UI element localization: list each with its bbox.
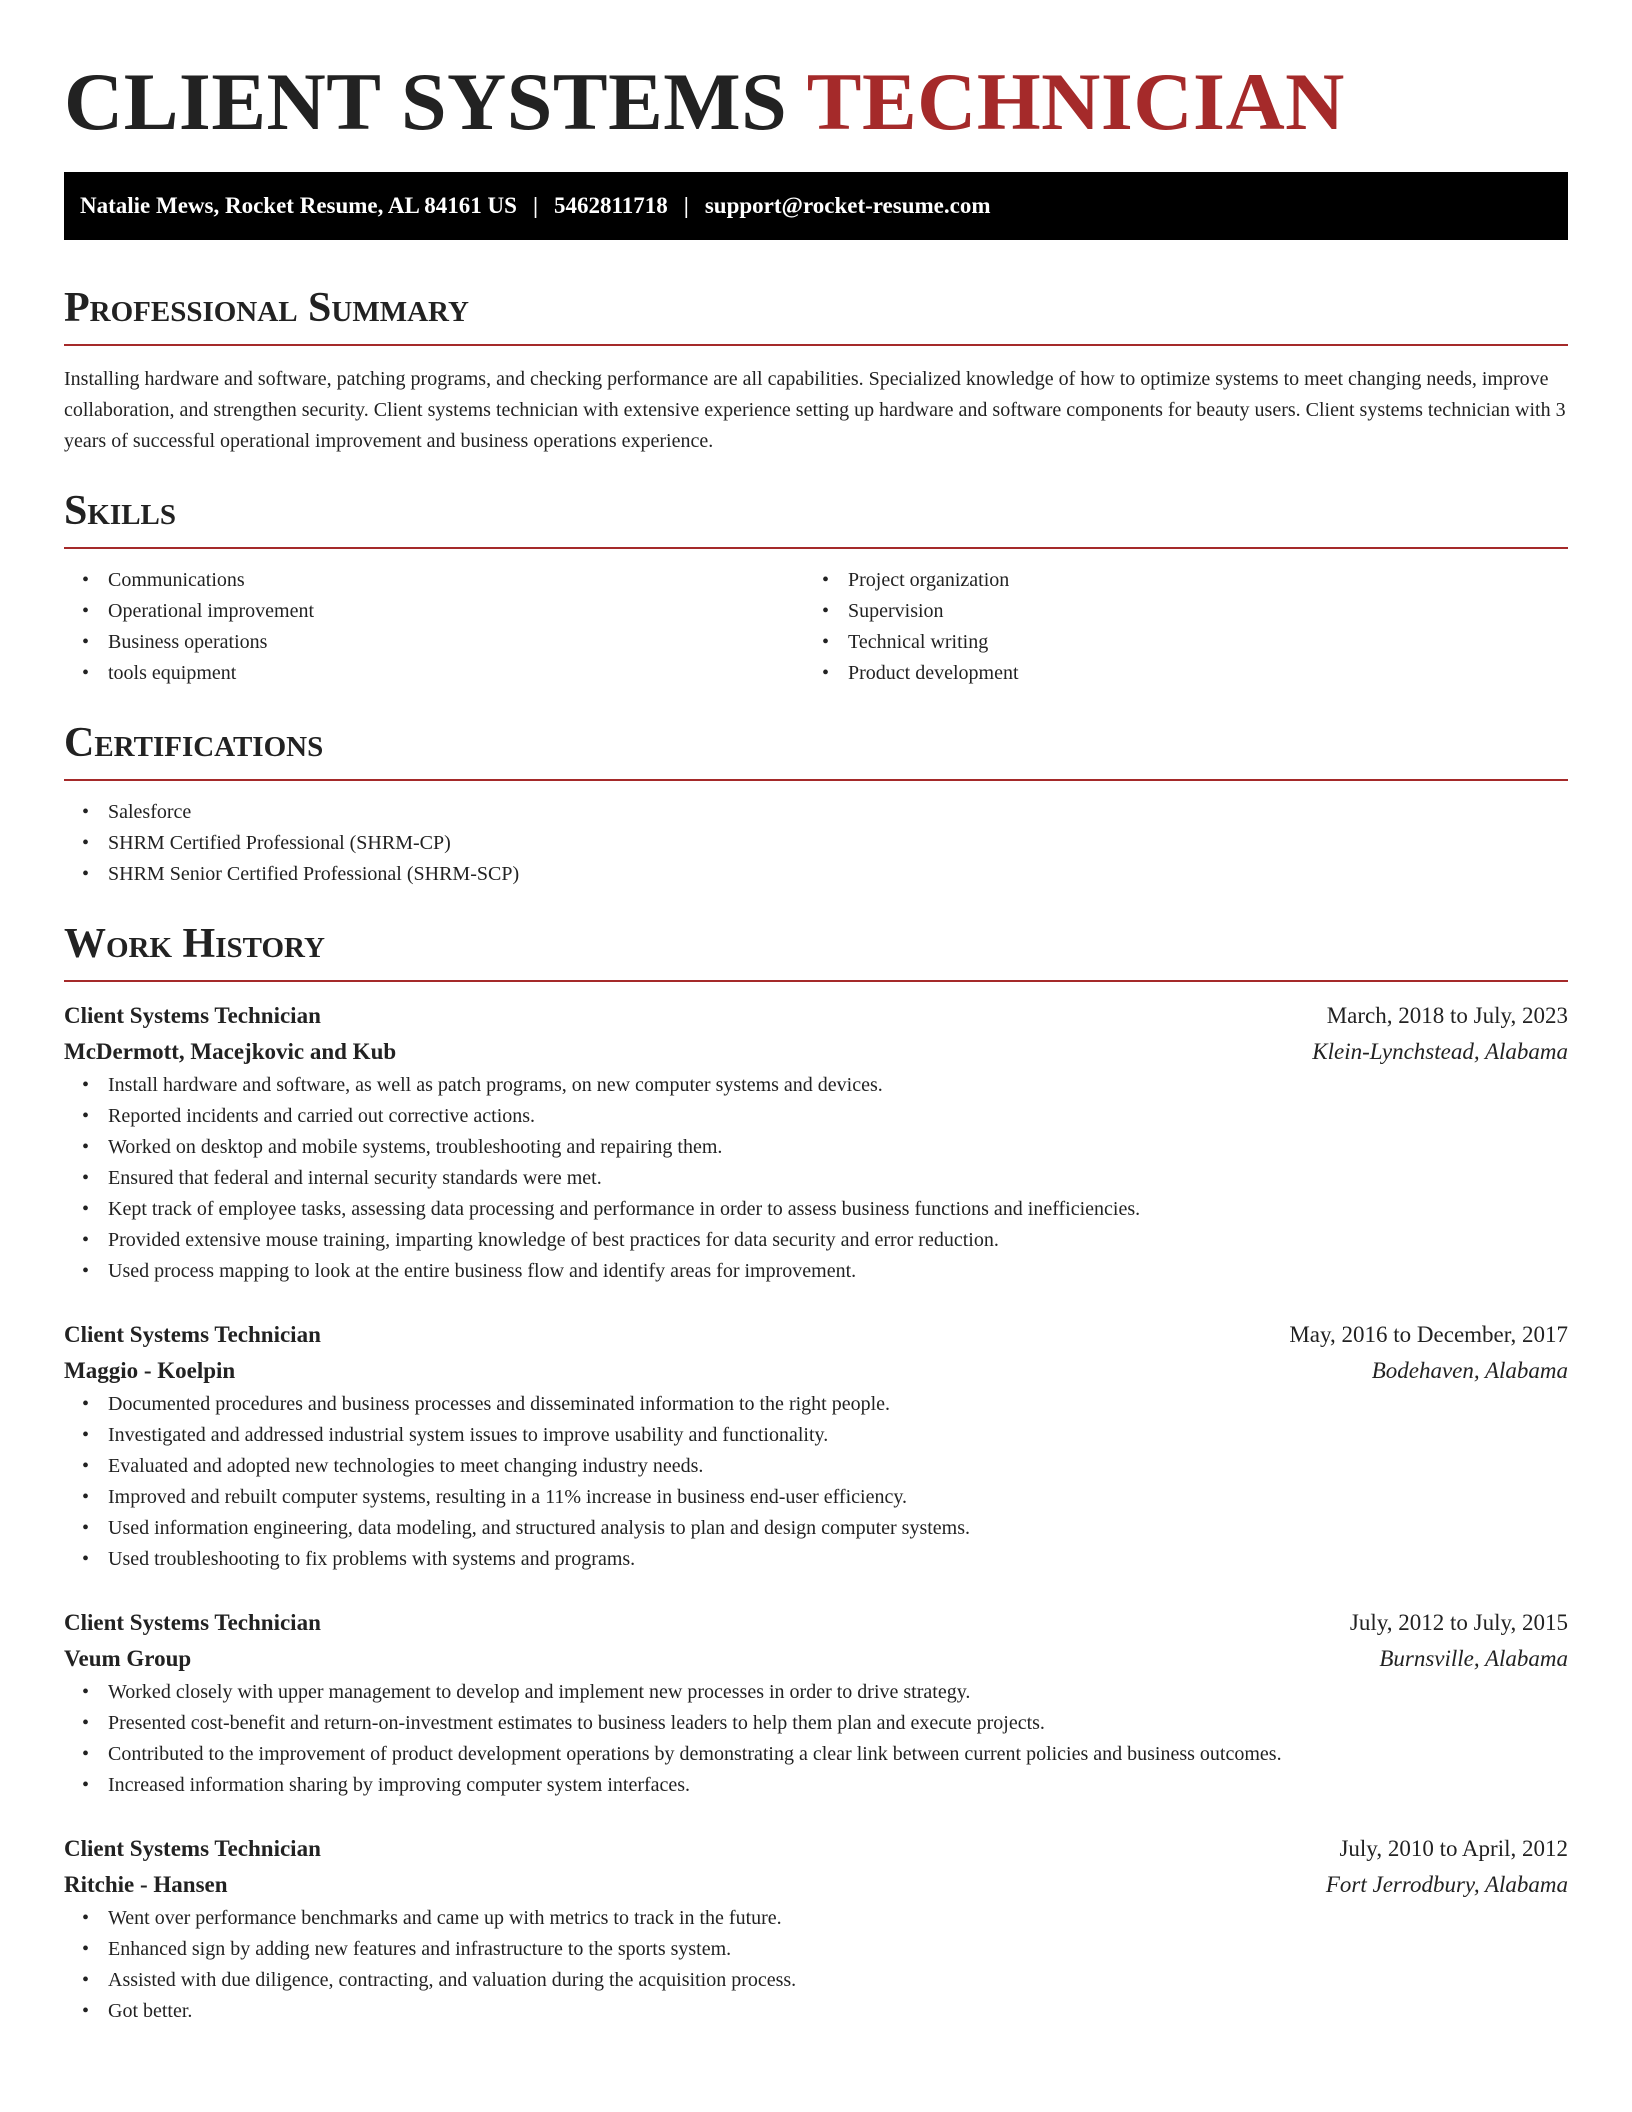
job-bullet: • Documented procedures and business processes and disseminated information to the right people. xyxy=(64,1389,1568,1420)
job-bullet-list xyxy=(64,1903,1568,2027)
job-bullet: • Provided extensive mouse training, imparting knowledge of best practices for data security and error reduction. xyxy=(64,1225,1568,1256)
section-divider xyxy=(64,344,1568,346)
job-entry xyxy=(64,1831,1568,2027)
section-divider xyxy=(64,779,1568,781)
contact-separator: | xyxy=(532,193,539,218)
job-company-row xyxy=(64,1353,1568,1389)
job-dates: July, 2010 to April, 2012 xyxy=(1339,1836,1568,1861)
certification-item: • Salesforce xyxy=(64,797,1568,828)
job-location: Klein-Lynchstead, Alabama xyxy=(1312,1039,1568,1064)
job-header-row xyxy=(64,1605,1568,1641)
job-title: Client Systems Technician xyxy=(64,1003,321,1028)
work-section xyxy=(64,920,1568,2027)
skill-item: • Supervision xyxy=(804,596,1544,627)
contact-separator: | xyxy=(683,193,689,218)
job-bullet: • Kept track of employee tasks, assessing data processing and performance in order to assess business functions and inefficiencies. xyxy=(64,1194,1568,1225)
job-bullet: • Got better. xyxy=(64,1996,1568,2027)
contact-bar xyxy=(64,172,1568,240)
skills-grid xyxy=(64,565,1568,689)
job-bullet: • Presented cost-benefit and return-on-investment estimates to business leaders to help them plan and execute projects. xyxy=(64,1708,1568,1739)
title-main: CLIENT SYSTEMS xyxy=(64,56,788,147)
skill-item: • Communications xyxy=(64,565,804,596)
resume-title xyxy=(64,0,1568,148)
certifications-section xyxy=(64,719,1568,890)
job-bullet: • Contributed to the improvement of product development operations by demonstrating a clear link between current policies and business outcomes. xyxy=(64,1739,1568,1770)
skill-item: • Project organization xyxy=(804,565,1544,596)
summary-heading: Professional Summary xyxy=(64,285,469,331)
job-location: Burnsville, Alabama xyxy=(1379,1646,1568,1671)
skill-item: • Technical writing xyxy=(804,627,1544,658)
contact-phone: 5462811718 xyxy=(554,193,668,218)
skill-item: • Product development xyxy=(804,658,1544,689)
skill-item: • Operational improvement xyxy=(64,596,804,627)
job-company-row xyxy=(64,1867,1568,1903)
certification-item: • SHRM Senior Certified Professional (SHRM-SCP) xyxy=(64,859,1568,890)
summary-section xyxy=(64,284,1568,457)
job-company: Veum Group xyxy=(64,1646,192,1671)
job-entry xyxy=(64,1605,1568,1801)
job-bullet-list xyxy=(64,1389,1568,1575)
job-bullet: • Enhanced sign by adding new features and infrastructure to the sports system. xyxy=(64,1934,1568,1965)
job-bullet: • Increased information sharing by improving computer system interfaces. xyxy=(64,1770,1568,1801)
job-dates: March, 2018 to July, 2023 xyxy=(1326,1003,1568,1028)
job-location: Bodehaven, Alabama xyxy=(1371,1358,1568,1383)
title-accent: TECHNICIAN xyxy=(806,56,1345,147)
job-title: Client Systems Technician xyxy=(64,1836,321,1861)
job-header-row xyxy=(64,1317,1568,1353)
job-entry xyxy=(64,998,1568,1287)
job-company-row xyxy=(64,1034,1568,1070)
certifications-list xyxy=(64,797,1568,890)
skills-section xyxy=(64,487,1568,689)
section-divider xyxy=(64,980,1568,982)
job-bullet-list xyxy=(64,1070,1568,1287)
job-bullet-list xyxy=(64,1677,1568,1801)
job-bullet: • Used information engineering, data modeling, and structured analysis to plan and design computer systems. xyxy=(64,1513,1568,1544)
certification-item: • SHRM Certified Professional (SHRM-CP) xyxy=(64,828,1568,859)
job-dates: May, 2016 to December, 2017 xyxy=(1289,1322,1568,1347)
job-bullet: • Reported incidents and carried out corrective actions. xyxy=(64,1101,1568,1132)
work-heading: Work History xyxy=(64,921,325,967)
job-bullet: • Went over performance benchmarks and came up with metrics to track in the future. xyxy=(64,1903,1568,1934)
job-location: Fort Jerrodbury, Alabama xyxy=(1325,1872,1568,1897)
job-bullet: • Evaluated and adopted new technologies to meet changing industry needs. xyxy=(64,1451,1568,1482)
section-divider xyxy=(64,547,1568,549)
job-title: Client Systems Technician xyxy=(64,1322,321,1347)
job-bullet: • Worked closely with upper management to develop and implement new processes in order to drive strategy. xyxy=(64,1677,1568,1708)
job-bullet: • Ensured that federal and internal security standards were met. xyxy=(64,1163,1568,1194)
resume-page xyxy=(64,0,1568,2027)
job-bullet: • Worked on desktop and mobile systems, troubleshooting and repairing them. xyxy=(64,1132,1568,1163)
job-header-row xyxy=(64,998,1568,1034)
skills-list-right xyxy=(804,565,1544,689)
skills-list-left xyxy=(64,565,804,689)
contact-email: support@rocket-resume.com xyxy=(704,193,991,218)
job-title: Client Systems Technician xyxy=(64,1610,321,1635)
skill-item: • Business operations xyxy=(64,627,804,658)
contact-address: Natalie Mews, Rocket Resume, AL 84161 US xyxy=(80,193,517,218)
job-bullet: • Used process mapping to look at the entire business flow and identify areas for improvement. xyxy=(64,1256,1568,1287)
jobs-list xyxy=(64,998,1568,2027)
skill-item: • tools equipment xyxy=(64,658,804,689)
summary-text: Installing hardware and software, patching programs, and checking performance are all capabilities. Specialized knowledge of how to optimize systems to meet changing needs, improve collaboration, and strengthen security. Client systems technician with extensive experience setting up hardware and software components for beauty users. Client systems technician with 3 years of successful operational improvement and business operations experience. xyxy=(64,368,1566,452)
job-dates: July, 2012 to July, 2015 xyxy=(1349,1610,1568,1635)
job-bullet: • Assisted with due diligence, contracting, and valuation during the acquisition process. xyxy=(64,1965,1568,1996)
job-bullet: • Install hardware and software, as well as patch programs, on new computer systems and devices. xyxy=(64,1070,1568,1101)
job-bullet: • Used troubleshooting to fix problems with systems and programs. xyxy=(64,1544,1568,1575)
job-company: Ritchie - Hansen xyxy=(64,1872,228,1897)
job-company: McDermott, Macejkovic and Kub xyxy=(64,1039,397,1064)
certifications-heading: Certifications xyxy=(64,720,324,766)
job-bullet: • Investigated and addressed industrial system issues to improve usability and functionality. xyxy=(64,1420,1568,1451)
job-bullet: • Improved and rebuilt computer systems, resulting in a 11% increase in business end-user efficiency. xyxy=(64,1482,1568,1513)
job-header-row xyxy=(64,1831,1568,1867)
job-company: Maggio - Koelpin xyxy=(64,1358,236,1383)
skills-heading: Skills xyxy=(64,488,177,534)
job-company-row xyxy=(64,1641,1568,1677)
job-entry xyxy=(64,1317,1568,1575)
